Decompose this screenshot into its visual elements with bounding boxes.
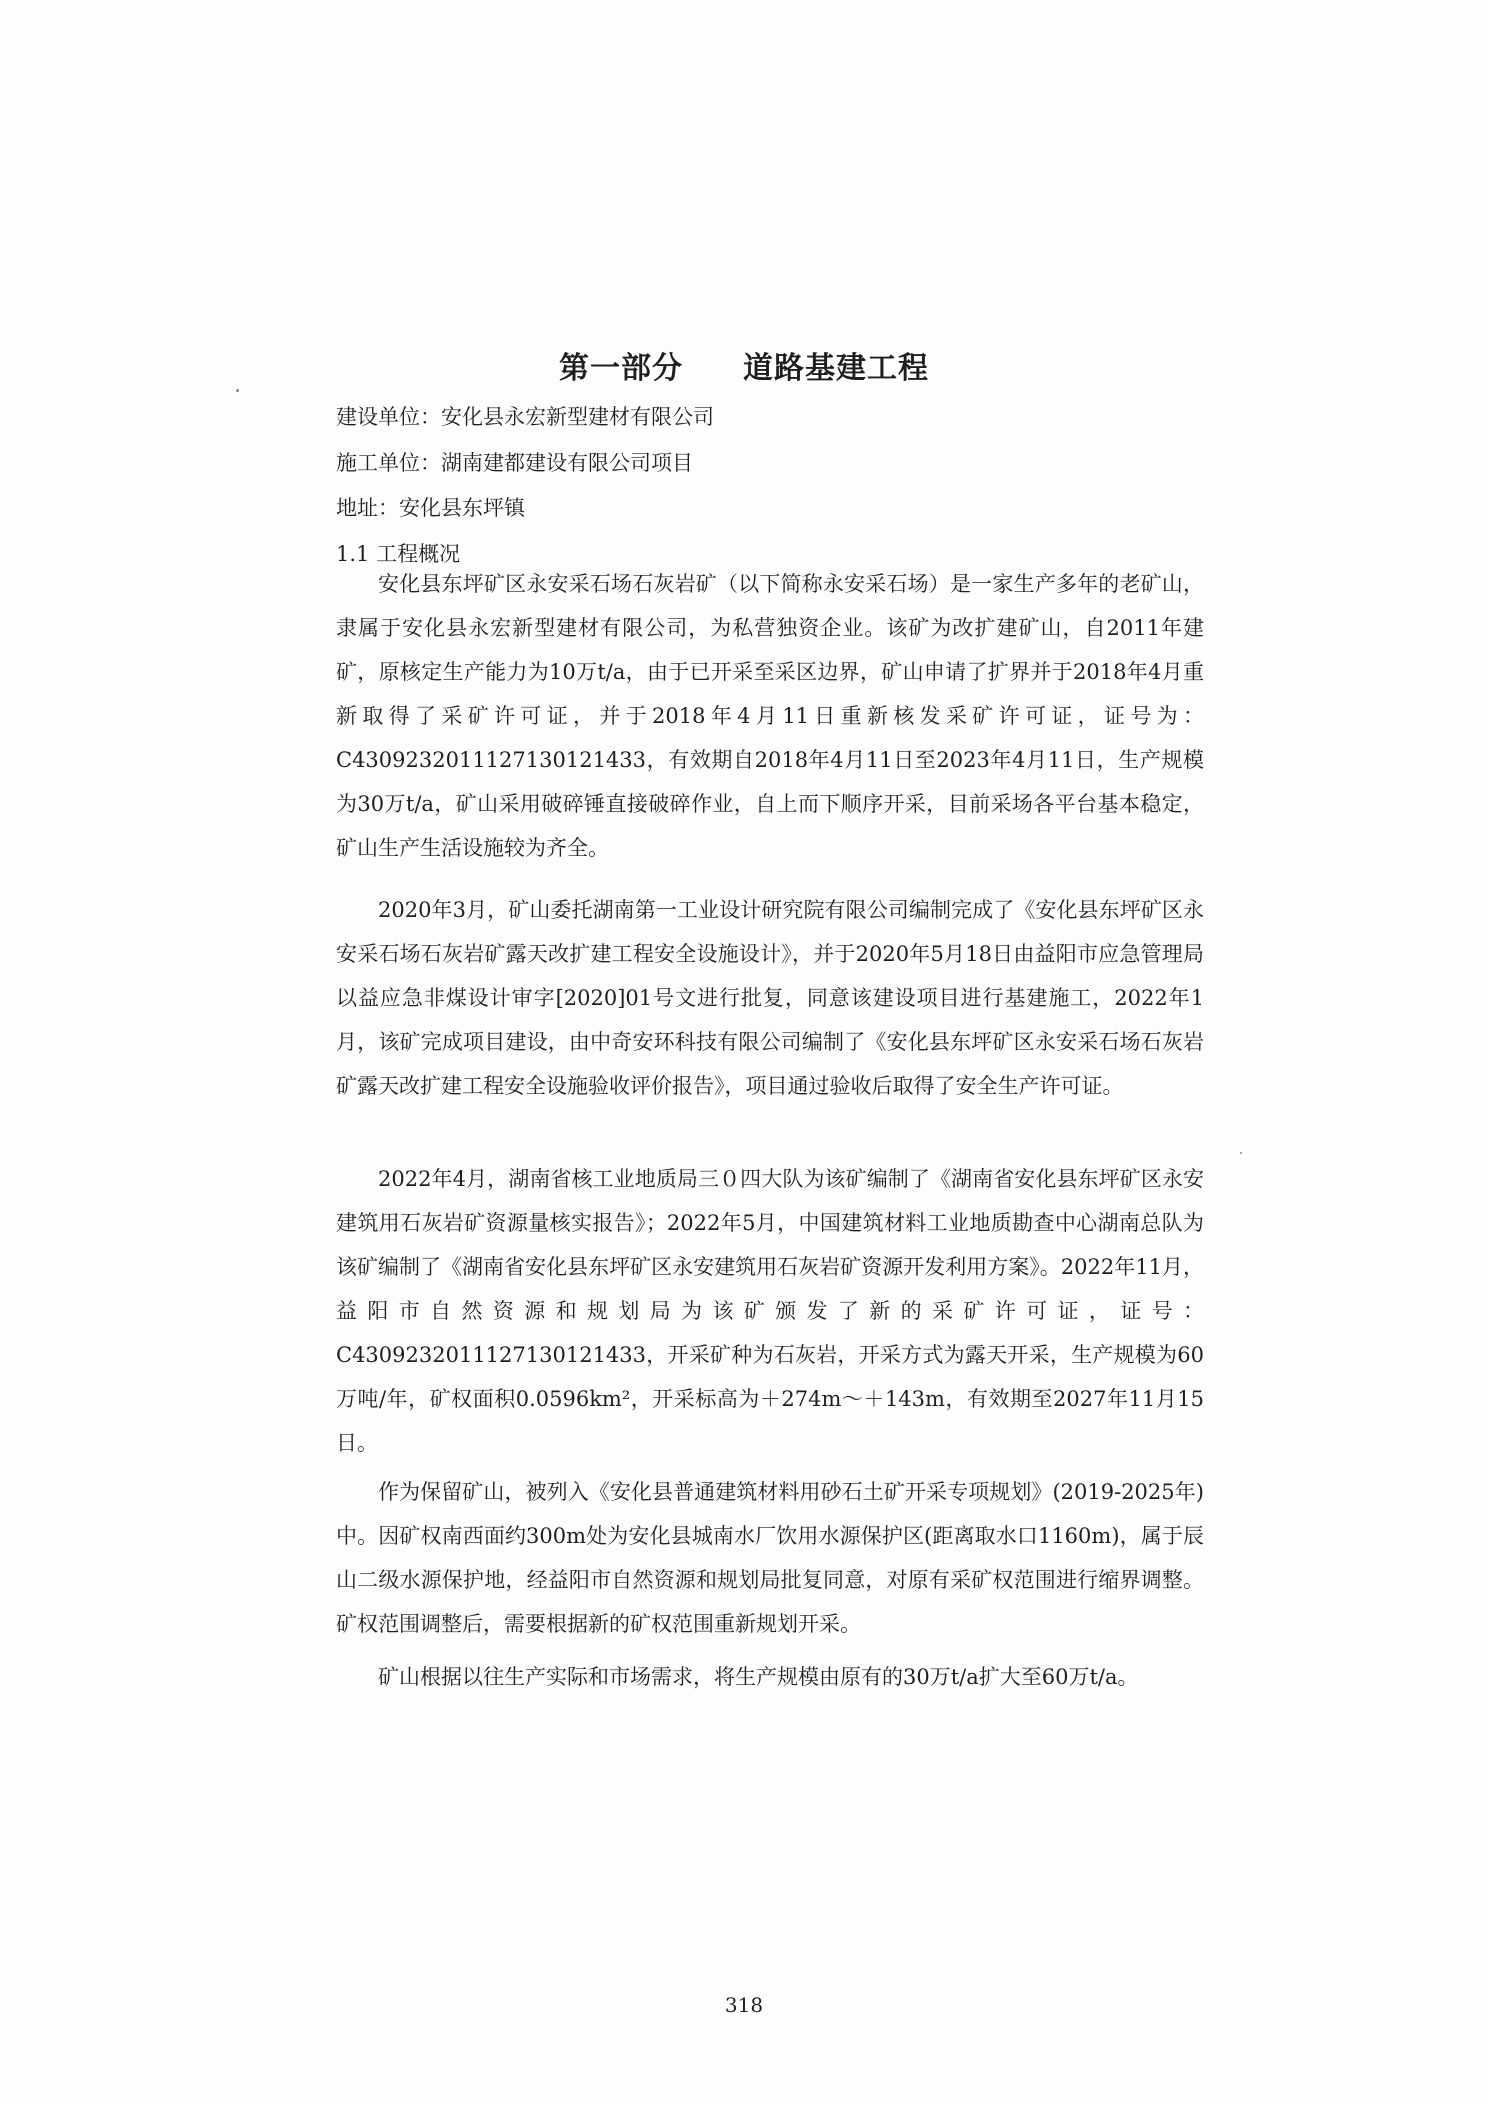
builder-line: 建设单位：安化县永宏新型建材有限公司 (336, 405, 714, 429)
address-line: 地址：安化县东坪镇 (336, 496, 525, 520)
page-title (0, 343, 1488, 387)
paragraph-2: 2020年3月，矿山委托湖南第一工业设计研究院有限公司编制完成了《安化县东坪矿区永安采石场石灰岩矿露天改扩建工程安全设施设计》，并于2020年5月18日由益阳市应急管理局以益应急非煤设计审字[2020]01号文进行批复，同意该建设项目进行基建施工，2022年1月，该矿完成项目建设，由中奇安环科技有限公司编制了《安化县东坪矿区永安采石场石灰岩矿露天改扩建工程安全设施验收评价报告》，项目通过验收后取得了安全生产许可证。 (336, 898, 1204, 1098)
paragraph-1: 安化县东坪矿区永安采石场石灰岩矿（以下简称永安采石场）是一家生产多年的老矿山，隶属于安化县永宏新型建材有限公司，为私营独资企业。该矿为改扩建矿山，自2011年建矿，原核定生产能力为10万t/a，由于已开采至采区边界，矿山申请了扩界并于2018年4月重新取得了采矿许可证，并于2018年4月11日重新核发采矿许可证，证号为：C4309232011127130121433，有效期自2018年4月11日至2023年4月11日，生产规模为30万t/a，矿山采用破碎锤直接破碎作业，自上而下顺序开采，目前采场各平台基本稳定，矿山生产生活设施较为齐全。 (336, 572, 1204, 860)
contractor-line: 施工单位：湖南建都建设有限公司项目 (336, 451, 693, 475)
page-number: 318 (724, 1993, 764, 2017)
title-part: 第一部分 (559, 351, 683, 386)
paragraph-4: 作为保留矿山，被列入《安化县普通建筑材料用砂石土矿开采专项规划》(2019-2025年)中。因矿权南西面约300m处为安化县城南水厂饮用水源保护区(距离取水口1160m)，属于辰山二级水源保护地，经益阳市自然资源和规划局批复同意，对原有采矿权范围进行缩界调整。矿权范围调整后，需要根据新的矿权范围重新规划开采。 (336, 1480, 1204, 1636)
scan-speck (236, 389, 239, 392)
section-heading: 1.1 工程概况 (336, 542, 461, 566)
paragraph-3: 2022年4月，湖南省核工业地质局三０四大队为该矿编制了《湖南省安化县东坪矿区永安建筑用石灰岩矿资源量核实报告》；2022年5月，中国建筑材料工业地质勘查中心湖南总队为该矿编制了《湖南省安化县东坪矿区永安建筑用石灰岩矿资源开发利用方案》。2022年11月，益阳市自然资源和规划局为该矿颁发了新的采矿许可证，证号：C4309232011127130121433，开采矿种为石灰岩，开采方式为露天开采，生产规模为60万吨/年，矿权面积0.0596km²，开采标高为＋274m～＋143m，有效期至2027年11月15日。 (336, 1167, 1204, 1455)
title-name: 道路基建工程 (743, 351, 929, 386)
scan-speck (1240, 1152, 1242, 1154)
paragraph-5: 矿山根据以往生产实际和市场需求，将生产规模由原有的30万t/a扩大至60万t/a。 (378, 1665, 1139, 1689)
